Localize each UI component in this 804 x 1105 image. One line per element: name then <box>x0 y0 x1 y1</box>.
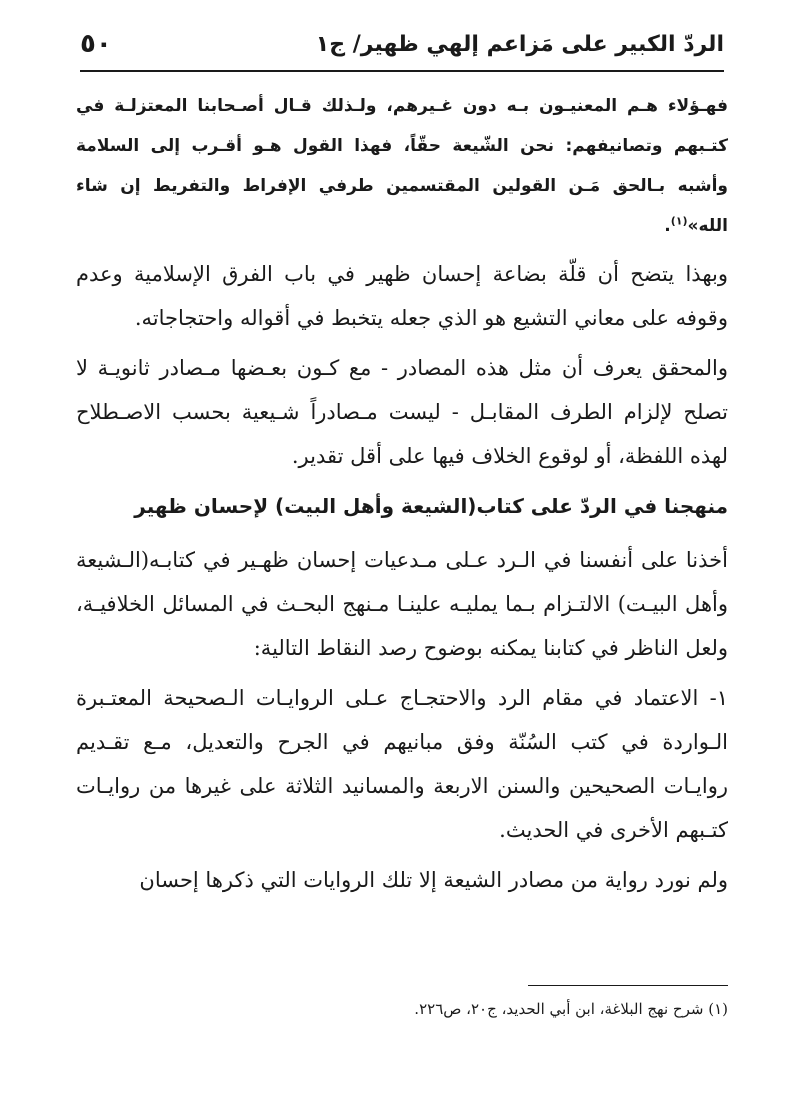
paragraph-1: وبهذا يتضح أن قلّة بضاعة إحسان ظهير في باب الفرق الإسلامية وعدم وقوفه على معاني التشيع هو الذي جعله يتخبط في أقواله واحتجاجاته. <box>76 262 728 330</box>
running-title: الردّ الكبير على مَزاعم إلهي ظهير/ ج١ <box>315 31 724 57</box>
footnote: (١) شرح نهج البلاغة، ابن أبي الحديد، ج٢٠، ص٢٢٦. <box>414 1000 728 1018</box>
footnote-divider <box>528 985 728 986</box>
quote-end: . <box>664 216 671 236</box>
page-header <box>80 22 724 66</box>
quoted-passage <box>76 86 728 246</box>
section-heading: منهجنا في الردّ على كتاب(الشيعة وأهل البيت) لإحسان ظهير <box>134 494 728 518</box>
paragraph-2: والمحقق يعرف أن مثل هذه المصادر - مع كـون بعـضها مـصادر ثانويـة لا تصلح لإلزام الطرف المقابـل - ليست مـصادراً شـيعية بحسب الاصـطلاح لهذه اللفظة، أو لوقوع الخلاف فيها على أقل تقدير. <box>76 356 728 468</box>
paragraph-3: أخذنا على أنفسنا في الـرد عـلى مـدعيات إحسان ظهـير في كتابـه(الـشيعة وأهل البيـت) الالتـزام بـما يمليـه علينـا مـنهج البحـث في المسائل الخلافيـة، ولعل الناظر في كتابنا يمكنه بوضوح رصد النقاط التالية: <box>76 548 728 660</box>
paragraph-5: ولم نورد رواية من مصادر الشيعة إلا تلك الروايات التي ذكرها إحسان <box>139 868 728 892</box>
main-text <box>76 86 728 908</box>
paragraph-4: ١- الاعتماد في مقام الرد والاحتجـاج عـلى الروايـات الـصحيحة المعتـبرة الـواردة في كتب السُنّة وفق مبانيهم في الجرح والتعديل، مـع تقـديم روايـات الصحيحين والسنن الاربعة والمسانيد الثلاثة على غيرها من روايـات كتـبهم الأخرى في الحديث. <box>76 686 728 842</box>
footnote-reference: (١) <box>670 214 688 228</box>
page-number: ٥٠ <box>80 29 112 59</box>
quote-text: فهـؤلاء هـم المعنيـون بـه دون غـيرهم، ولـذلك قـال أصـحابنا المعتزلـة في كتـبهم وتصانيفهم: نحن الشّيعة حقّاً، فهذا القول هـو أقـرب إلى السلامة وأشبه بـالحق مَـن القولين المقتسمين طرفي الإفراط والتفريط إن شاء الله» <box>76 96 728 236</box>
header-divider <box>80 70 724 72</box>
